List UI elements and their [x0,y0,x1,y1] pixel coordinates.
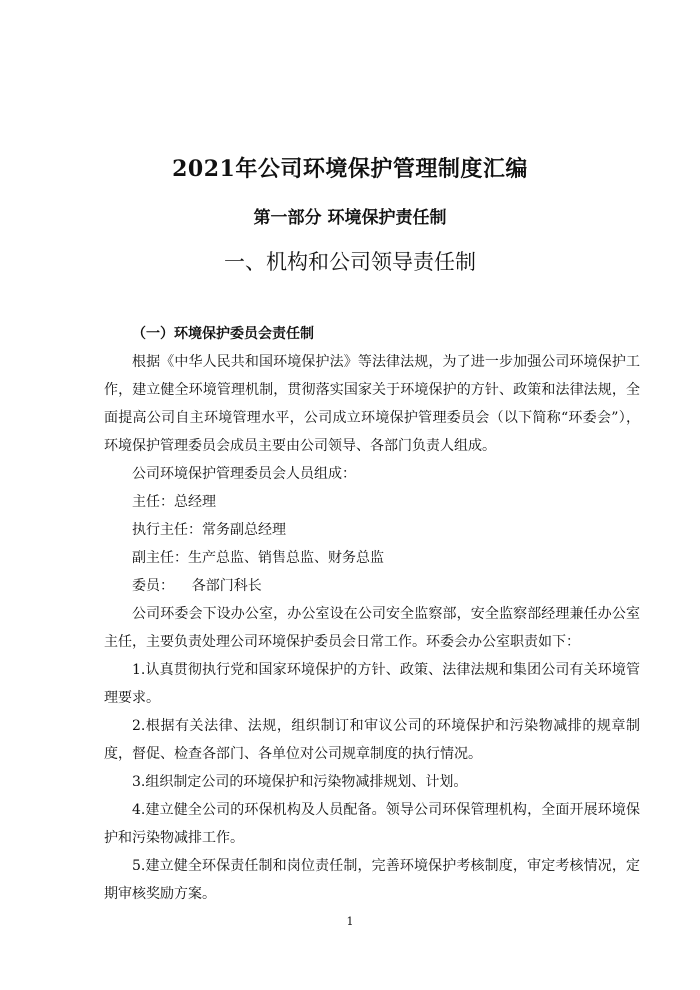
duty-item-2: 2.根据有关法律、法规，组织制订和审议公司的环境保护和污染物减排的规章制度，督促、检查各部门、各单位对公司规章制度的执行情况。 [104,718,640,762]
section-heading: 一、机构和公司领导责任制 [224,250,476,274]
member-deputy-director: 副主任：生产总监、销售总监、财务总监 [132,550,384,566]
paragraph-composition: 公司环境保护管理委员会人员组成： [132,466,356,482]
member-committee: 委员： 各部门科长 [132,578,262,594]
subsection-heading: （一）环境保护委员会责任制 [132,326,314,342]
part-heading: 第一部分 环境保护责任制 [253,208,447,228]
duty-item-3: 3.组织制定公司的环境保护和污染物减排规划、计划。 [132,774,468,790]
duty-item-1: 1.认真贯彻执行党和国家环境保护的方针、政策、法律法规和集团公司有关环境管理要求。 [104,662,640,706]
duty-item-4: 4.建立健全公司的环保机构及人员配备。领导公司环保管理机构，全面开展环境保护和污染物减排工作。 [104,802,640,846]
page-number: 1 [346,915,354,928]
paragraph-office: 公司环委会下设办公室，办公室设在公司安全监察部，安全监察部经理兼任办公室主任，主要负责处理公司环境保护委员会日常工作。环委会办公室职责如下： [104,606,640,650]
document-title: 2021年公司环境保护管理制度汇编 [172,156,528,182]
member-director: 主任：总经理 [132,494,216,510]
paragraph-intro: 根据《中华人民共和国环境保护法》等法律法规，为了进一步加强公司环境保护工作，建立健全环境管理机制，贯彻落实国家关于环境保护的方针、政策和法律法规，全面提高公司自主环境管理水平，公司成立环境保护管理委员会（以下简称“环委会”），环境保护管理委员会成员主要由公司领导、各部门负责人组成。 [104,354,640,454]
document-body [104,320,640,908]
member-executive-director: 执行主任：常务副总经理 [132,522,286,538]
duty-item-5: 5.建立健全环保责任制和岗位责任制，完善环境保护考核制度，审定考核情况，定期审核奖励方案。 [104,858,640,902]
